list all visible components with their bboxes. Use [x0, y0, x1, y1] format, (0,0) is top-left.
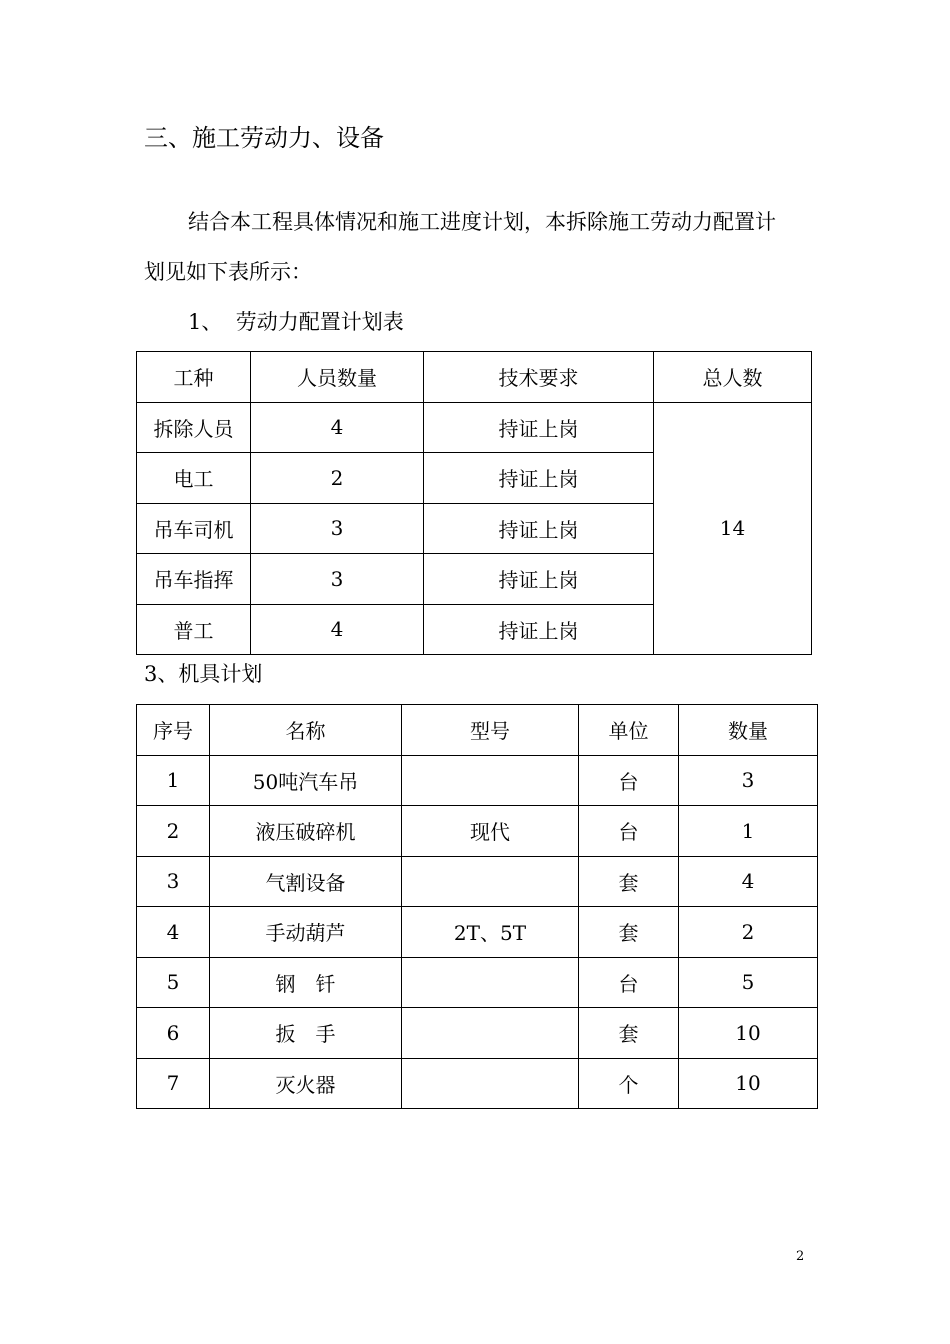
- quantity-cell: 4: [679, 856, 818, 907]
- equipment-name-cell: 灭火器: [210, 1058, 402, 1109]
- total-headcount-cell: 14: [654, 402, 812, 655]
- row-number-cell: 3: [137, 856, 210, 907]
- row-number-cell: 2: [137, 806, 210, 857]
- requirement-cell: 持证上岗: [424, 503, 654, 554]
- headcount-cell: 2: [251, 453, 424, 504]
- row-number-cell: 6: [137, 1008, 210, 1059]
- requirement-cell: 持证上岗: [424, 604, 654, 655]
- job-type-cell: 电工: [137, 453, 251, 504]
- header-cell: 名称: [210, 705, 402, 756]
- table-row: [137, 1058, 818, 1109]
- header-cell: 型号: [402, 705, 579, 756]
- equipment-plan-table: [136, 704, 818, 1109]
- table-row: [137, 957, 818, 1008]
- header-cell: 数量: [679, 705, 818, 756]
- row-number-cell: 1: [137, 755, 210, 806]
- unit-cell: 个: [579, 1058, 679, 1109]
- unit-cell: 套: [579, 907, 679, 958]
- labor-plan-table: [136, 351, 812, 655]
- header-cell: 人员数量: [251, 352, 424, 403]
- equipment-name-cell: 50吨汽车吊: [210, 755, 402, 806]
- header-cell: 单位: [579, 705, 679, 756]
- intro-paragraph-line-2: 划见如下表所示：: [144, 260, 312, 284]
- model-cell: [402, 755, 579, 806]
- table-row: [137, 907, 818, 958]
- equipment-name-cell: 手动葫芦: [210, 907, 402, 958]
- quantity-cell: 10: [679, 1058, 818, 1109]
- model-cell: 现代: [402, 806, 579, 857]
- unit-cell: 台: [579, 957, 679, 1008]
- header-cell: 总人数: [654, 352, 812, 403]
- equipment-name-cell: 钢 钎: [210, 957, 402, 1008]
- unit-cell: 套: [579, 1008, 679, 1059]
- row-number-cell: 4: [137, 907, 210, 958]
- model-cell: 2T、5T: [402, 907, 579, 958]
- table-row: [137, 1008, 818, 1059]
- header-cell: 技术要求: [424, 352, 654, 403]
- requirement-cell: 持证上岗: [424, 554, 654, 605]
- header-cell: 序号: [137, 705, 210, 756]
- job-type-cell: 普工: [137, 604, 251, 655]
- page-number: 2: [796, 1249, 805, 1264]
- table-header-row: [137, 705, 818, 756]
- unit-cell: 台: [579, 755, 679, 806]
- row-number-cell: 5: [137, 957, 210, 1008]
- quantity-cell: 3: [679, 755, 818, 806]
- table-row: [137, 755, 818, 806]
- requirement-cell: 持证上岗: [424, 453, 654, 504]
- labor-table-caption: 1、 劳动力配置计划表: [188, 310, 404, 334]
- job-type-cell: 吊车指挥: [137, 554, 251, 605]
- model-cell: [402, 1008, 579, 1059]
- model-cell: [402, 1058, 579, 1109]
- table-header-row: [137, 352, 812, 403]
- quantity-cell: 5: [679, 957, 818, 1008]
- unit-cell: 台: [579, 806, 679, 857]
- headcount-cell: 3: [251, 554, 424, 605]
- quantity-cell: 2: [679, 907, 818, 958]
- table-row: [137, 806, 818, 857]
- quantity-cell: 10: [679, 1008, 818, 1059]
- table-row: [137, 856, 818, 907]
- equipment-name-cell: 扳 手: [210, 1008, 402, 1059]
- equipment-name-cell: 液压破碎机: [210, 806, 402, 857]
- equipment-table-caption: 3、机具计划: [144, 662, 263, 686]
- equipment-name-cell: 气割设备: [210, 856, 402, 907]
- header-cell: 工种: [137, 352, 251, 403]
- model-cell: [402, 856, 579, 907]
- headcount-cell: 4: [251, 402, 424, 453]
- model-cell: [402, 957, 579, 1008]
- headcount-cell: 4: [251, 604, 424, 655]
- quantity-cell: 1: [679, 806, 818, 857]
- job-type-cell: 吊车司机: [137, 503, 251, 554]
- intro-paragraph-line-1: 结合本工程具体情况和施工进度计划，本拆除施工劳动力配置计: [188, 210, 776, 234]
- unit-cell: 套: [579, 856, 679, 907]
- table-row: [137, 402, 812, 453]
- requirement-cell: 持证上岗: [424, 402, 654, 453]
- headcount-cell: 3: [251, 503, 424, 554]
- section-title: 三、施工劳动力、设备: [144, 124, 384, 152]
- job-type-cell: 拆除人员: [137, 402, 251, 453]
- row-number-cell: 7: [137, 1058, 210, 1109]
